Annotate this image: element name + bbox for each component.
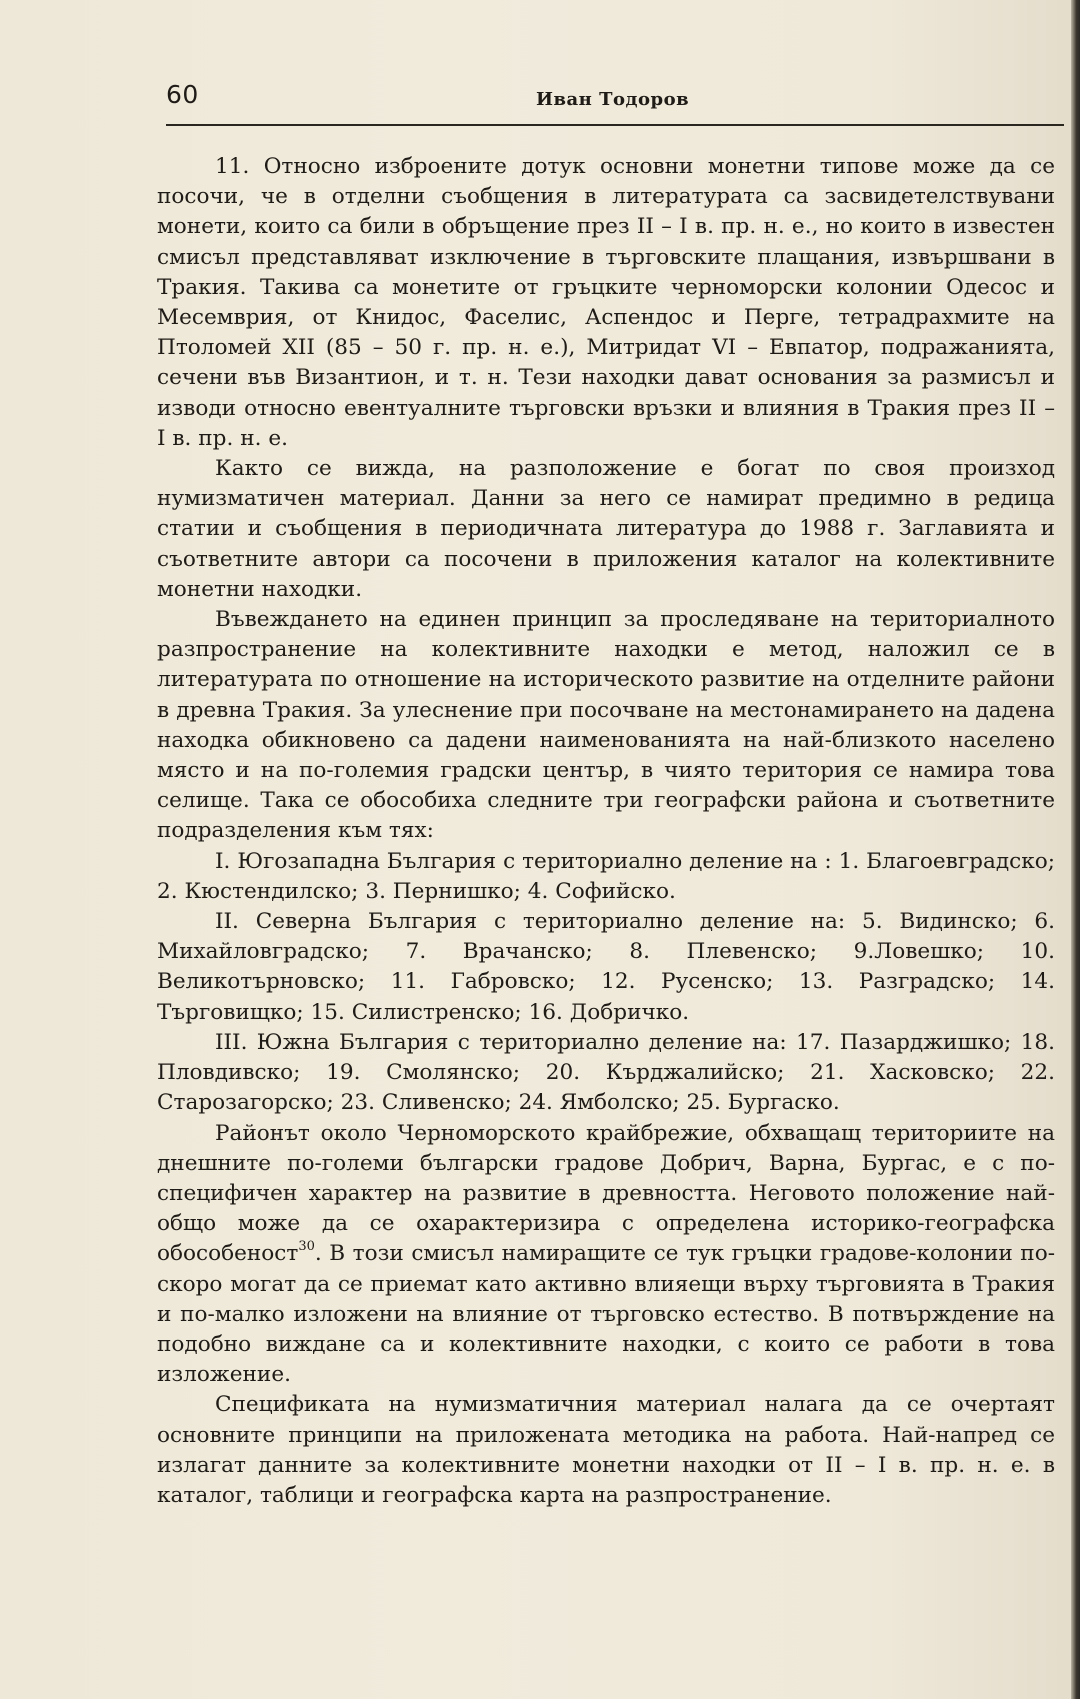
paragraph: Спецификата на нумизматичния материал налага да се очертаят основните принципи на приложената методика на работа. Най-напред се излагат данните за колективните монетни находки от II – I в. пр. н. е. в каталог, таблици и географска карта на разпространение. bbox=[157, 1392, 1055, 1508]
paragraph-region-north: II. Северна България с териториално деление на: 5. Видинско; 6. Михайловградско; 7. Врачанско; 8. Плевенско; 9.Ловешко; 10. Великотърновско; 11. Габровско; 12. Русенско; 13. Разградско; 14. Търговищко; 15. Силистренско; 16. Добричко. bbox=[157, 909, 1055, 1025]
paragraph: Както се вижда, на разположение е богат по своя произход нумизматичен материал. Данни за него се намират предимно в редица статии и съобщения в периодичната литература до 1988 г. Заглавията и съответните автори са посочени в приложения каталог на колективните монетни находки. bbox=[157, 456, 1055, 602]
running-head-author: Иван Тодоров bbox=[536, 89, 690, 110]
paragraph: 11. Относно изброените дотук основни монетни типове може да се посочи, че в отделни съобщения в литературата са засвидетелствувани монети, които са били в обръщение през II – I в. пр. н. е., но които в известен смисъл представляват изключение в търговските плащания, извършвани в Тракия. Такива са монетите от гръцките черноморски колонии Одесос и Месемврия, от Книдос, Фаселис, Аспендос и Перге, тетрадрахмите на Птоломей XII (85 – 50 г. пр. н. е.), Митридат VI – Евпатор, подражанията, сечени във Византион, и т. н. Тези находки дават основания за размисъл и изводи относно евентуалните търговски връзки и влияния в Тракия през II – I в. пр. н. е. bbox=[157, 154, 1055, 451]
page-header bbox=[166, 78, 1064, 118]
paragraph-text: Районът около Черноморското крайбрежие, обхващащ териториите на днешните по-големи български градове Добрич, Варна, Бургас, е с по-специфичен характер на развитие в древността. Неговото положение най-общо може да се охарактеризира с определена историко-географска обособеност bbox=[157, 1120, 1055, 1267]
paragraph: Въвеждането на единен принцип за проследяване на териториалното разпространение на колективните находки е метод, наложил се в литературата по отношение на историческото развитие на отделните райони в древна Тракия. За улеснение при посочване на местонамирането на дадена находка обикновено са дадени наименованията на най-близкото населено място и на по-големия градски център, в чиято територия се намира това селище. Така се обособиха следните три географски района и съответните подразделения към тях: bbox=[157, 607, 1055, 844]
paragraph bbox=[157, 1119, 1055, 1391]
paragraph-region-southwest: I. Югозападна България с териториално деление на : 1. Благоевградско; 2. Кюстендилско; 3. Пернишко; 4. Софийско. bbox=[157, 848, 1055, 904]
body-text bbox=[157, 152, 1055, 1511]
header-rule bbox=[166, 124, 1064, 126]
footnote-ref: 30 bbox=[298, 1239, 315, 1255]
page-edge-shadow bbox=[1071, 0, 1080, 1699]
paragraph-region-south: III. Южна България с териториално деление на: 17. Пазарджишко; 18. Пловдивско; 19. Смолянско; 20. Кърджалийско; 21. Хасковско; 22. Старозагорско; 23. Сливенско; 24. Ямболско; 25. Бургаско. bbox=[157, 1029, 1055, 1116]
paragraph-text: . В този смисъл намиращите се тук гръцки градове-колонии по-скоро могат да се приемат като активно влияещи върху търговията в Тракия и по-малко изложени на влияние от търговско естество. В потвърждение на подобно виждане са и колективните находки, с които се работи в това изложение. bbox=[157, 1241, 1055, 1388]
page-number: 60 bbox=[166, 80, 199, 109]
